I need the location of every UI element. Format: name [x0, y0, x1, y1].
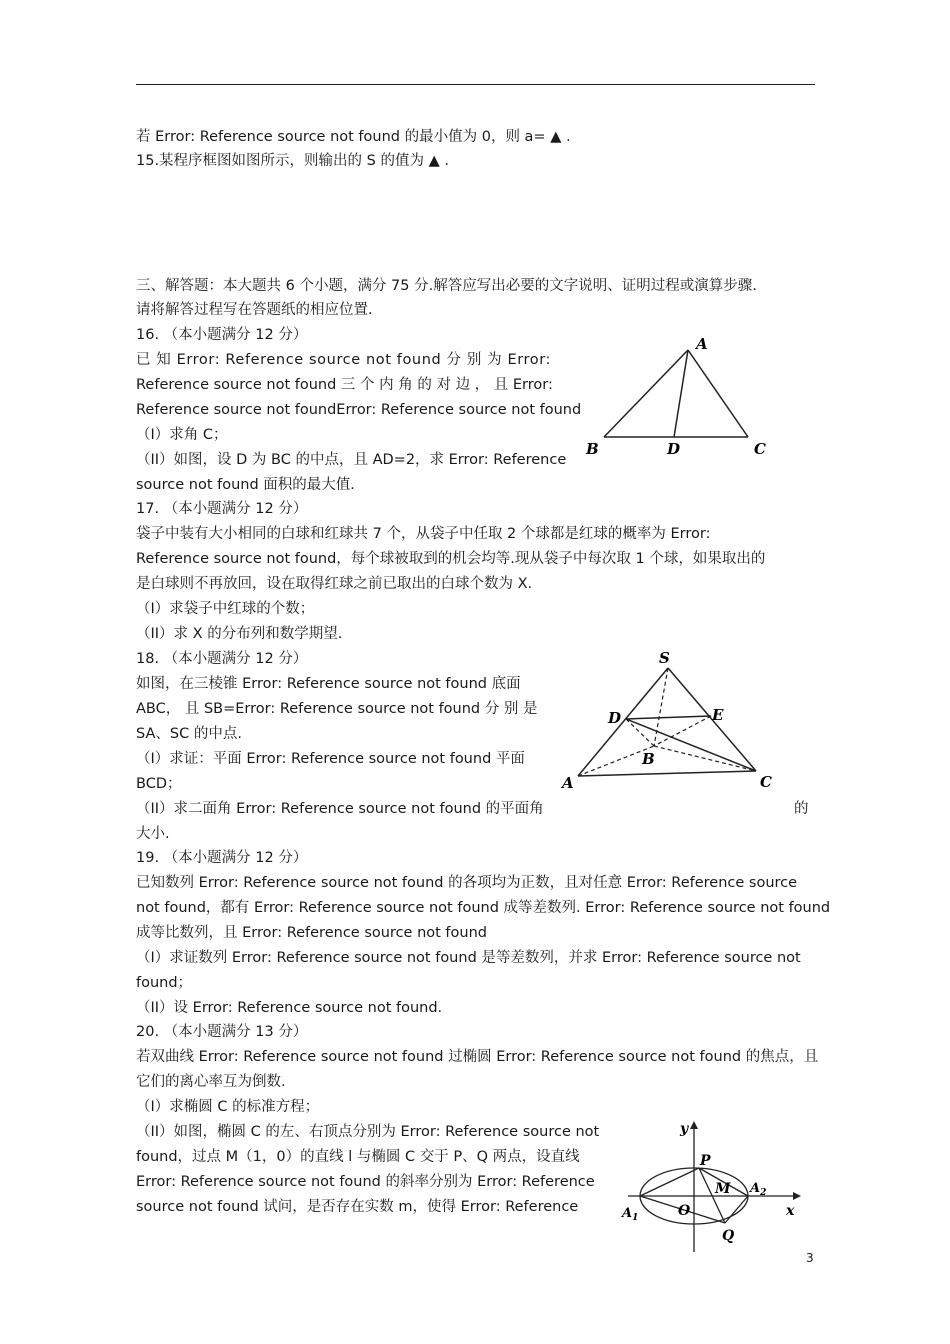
label-B: B: [586, 440, 599, 458]
label-C: C: [754, 440, 766, 458]
question-18-text: SA、SC 的中点.: [136, 726, 242, 742]
question-19-text: not found，都有 Error: Reference source not found 成等差数列. Error: Reference source not found: [136, 900, 831, 916]
question-18-text: BCD；: [136, 776, 182, 792]
question-19-heading: 19. （本小题满分 12 分）: [136, 850, 308, 866]
question-18-text: 如图，在三棱锥 Error: Reference source not found 底面: [136, 676, 521, 692]
pyramid-figure: [556, 646, 786, 796]
label-x: x: [786, 1203, 795, 1219]
label-y: y: [680, 1121, 689, 1137]
page-number: 3: [806, 1251, 814, 1265]
question-17-text: 是白球则不再放回，设在取得红球之前已取出的白球个数为 X.: [136, 576, 533, 592]
question-16-heading: 16. （本小题满分 12 分）: [136, 327, 308, 343]
question-16-text: source not found 面积的最大值.: [136, 477, 355, 493]
question-19-text: 已知数列 Error: Reference source not found 的各项均为正数，且对任意 Error: Reference source: [136, 875, 798, 891]
label-A: A: [696, 335, 708, 353]
question-18-part-2: （II）求二面角 Error: Reference source not found 的平面角: [136, 801, 544, 817]
question-16-part-2: （II）如图，设 D 为 BC 的中点，且 AD=2，求 Error: Reference: [136, 452, 567, 468]
label-D: D: [608, 709, 622, 727]
section-instruction: 请将解答过程写在答题纸的相应位置.: [136, 302, 373, 318]
question-20-text: 它们的离心率互为倒数.: [136, 1074, 286, 1090]
label-S: S: [659, 649, 670, 667]
label-D: D: [667, 440, 681, 458]
header-rule: [136, 84, 815, 85]
question-16-part-1: （I）求角 C；: [136, 427, 228, 443]
label-A: A: [562, 774, 574, 792]
question-19-text: found；: [136, 975, 193, 991]
question-18-text: ABC， 且 SB=Error: Reference source not found 分 别 是: [136, 701, 538, 717]
question-17-part-2: （II）求 X 的分布列和数学期望.: [136, 626, 343, 642]
question-17-heading: 17. （本小题满分 12 分）: [136, 501, 308, 517]
label-B: B: [642, 750, 655, 768]
question-19-text: 成等比数列，且 Error: Reference source not found: [136, 925, 487, 941]
question-16-text: 已 知 Error: Reference source not found 分 别 为 Error:: [136, 352, 552, 368]
question-18-part-1: （I）求证：平面 Error: Reference source not found 平面: [136, 751, 525, 767]
question-19-part-2: （II）设 Error: Reference source not found.: [136, 1000, 443, 1016]
question-20-part-2: （II）如图，椭圆 C 的左、右顶点分别为 Error: Reference source not: [136, 1124, 600, 1140]
question-18-text: 的: [794, 801, 809, 817]
question-18-heading: 18. （本小题满分 12 分）: [136, 651, 308, 667]
question-17-text: Reference source not found，每个球被取到的机会均等.现从袋子中每次取 1 个球，如果取出的: [136, 551, 766, 567]
label-A1: $A_1$: [622, 1206, 639, 1223]
section-heading: 三、解答题：本大题共 6 个小题，满分 75 分.解答应写出必要的文字说明、证明过程或演算步骤.: [136, 278, 757, 294]
label-M: M: [715, 1181, 731, 1197]
question-20-part-1: （I）求椭圆 C 的标准方程；: [136, 1099, 320, 1115]
label-C: C: [760, 773, 772, 791]
ellipse-figure: [618, 1118, 808, 1258]
question-16-text: Reference source not found 三 个 内 角 的 对 边 ， 且 Error:: [136, 377, 553, 393]
question-20-heading: 20. （本小题满分 13 分）: [136, 1024, 308, 1040]
label-E: E: [712, 706, 724, 724]
question-20-text: source not found 试问，是否存在实数 m，使得 Error: Reference: [136, 1199, 579, 1215]
question-17-text: 袋子中装有大小相同的白球和红球共 7 个，从袋子中任取 2 个球都是红球的概率为 Error:: [136, 526, 711, 542]
question-18-text: 大小.: [136, 826, 170, 842]
question-20-text: Error: Reference source not found 的斜率分别为 Error: Reference: [136, 1174, 595, 1190]
question-17-part-1: （I）求袋子中红球的个数；: [136, 601, 315, 617]
label-A2: $A_2$: [750, 1181, 767, 1198]
label-O: O: [678, 1203, 691, 1219]
question-16-text: Reference source not foundError: Reference source not found: [136, 402, 582, 418]
triangle-figure: [580, 332, 780, 462]
question-15: 15.某程序框图如图所示，则输出的 S 的值为 ▲ .: [136, 153, 449, 169]
label-P: P: [700, 1153, 711, 1169]
text-line: 若 Error: Reference source not found 的最小值为 0，则 a= ▲ .: [136, 129, 571, 145]
label-Q: Q: [722, 1228, 735, 1244]
question-20-text: found，过点 M（1，0）的直线 l 与椭圆 C 交于 P、Q 两点，设直线: [136, 1149, 580, 1165]
question-20-text: 若双曲线 Error: Reference source not found 过椭圆 Error: Reference source not found 的焦点，且: [136, 1049, 819, 1065]
question-19-part-1: （I）求证数列 Error: Reference source not found 是等差数列，并求 Error: Reference source not: [136, 950, 801, 966]
